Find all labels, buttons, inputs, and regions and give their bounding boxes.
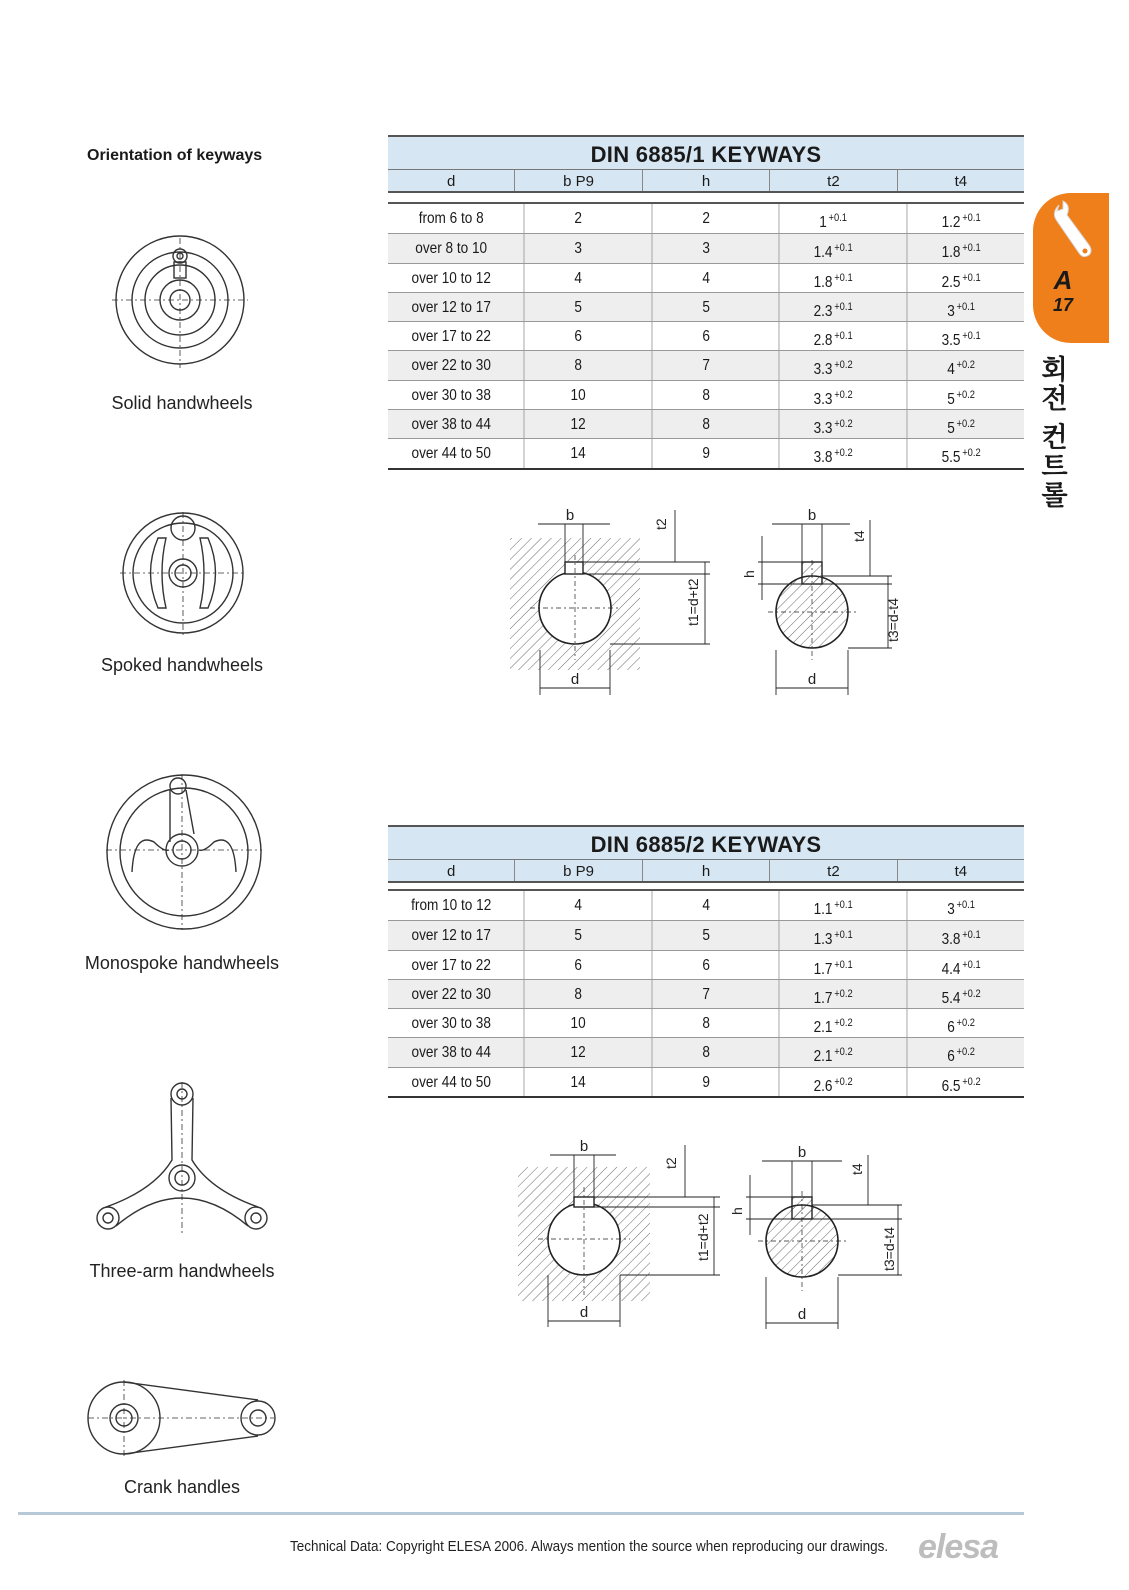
table-cell-t2: 1.7 $^{+0.2}$ <box>779 980 887 1008</box>
monospoke-handwheel-icon <box>104 772 264 932</box>
table-cell-t2: 1.8 $^{+0.1}$ <box>779 264 887 292</box>
monospoke-handwheels-label: Monospoke handwheels <box>84 953 280 973</box>
table-cell-d: over 44 to 50 <box>411 1073 491 1091</box>
table-body <box>388 202 1024 470</box>
table-cell-b: 4 <box>524 891 632 920</box>
table-cell-b: 14 <box>524 439 632 467</box>
dim-t4: t4 <box>849 1163 865 1175</box>
din-6885-2-table <box>388 825 1024 1098</box>
table-cell-t2: 3.3 $^{+0.2}$ <box>779 381 887 409</box>
table-cell-t2: 1.1 $^{+0.1}$ <box>779 891 887 920</box>
dim-t3: t3=d-t4 <box>881 1227 897 1271</box>
solid-handwheels-label: Solid handwheels <box>111 393 253 413</box>
table-cell-t4: 3 $^{+0.1}$ <box>906 293 1014 321</box>
dim-t1: t1=d+t2 <box>685 578 701 626</box>
table-cell-t2: 2.8 $^{+0.1}$ <box>779 322 887 350</box>
table-row <box>388 950 1024 979</box>
spoked-handwheel-icon <box>118 510 248 640</box>
table-cell-d: over 12 to 17 <box>411 298 491 316</box>
dim-b: b <box>565 507 575 524</box>
header-cell: b P9 <box>514 860 641 881</box>
table-cell-b: 2 <box>524 204 632 233</box>
table-cell-b: 5 <box>524 293 632 321</box>
table-cell-b: 10 <box>524 1009 632 1037</box>
header-cell: b P9 <box>514 170 641 191</box>
table-cell-t4: 3.8 $^{+0.1}$ <box>906 921 1014 949</box>
keyway-diagram-2 <box>510 1135 930 1335</box>
table-cell-b: 8 <box>524 980 632 1008</box>
table-row <box>388 204 1024 233</box>
table-cell-t2: 3.3 $^{+0.2}$ <box>779 410 887 438</box>
crank-handles-label: Crank handles <box>123 1477 241 1497</box>
table-cell-d: from 10 to 12 <box>411 897 492 914</box>
table-cell-t4: 6.5 $^{+0.2}$ <box>906 1068 1014 1096</box>
header-cell: d <box>447 863 456 880</box>
table-row <box>388 263 1024 292</box>
table-row <box>388 409 1024 438</box>
table-row <box>388 292 1024 321</box>
table-cell-b: 4 <box>524 264 632 292</box>
footer-divider <box>18 1512 1024 1515</box>
table-row <box>388 1067 1024 1096</box>
table-cell-h: 8 <box>651 1038 759 1066</box>
table-row <box>388 979 1024 1008</box>
dim-h: h <box>741 570 757 578</box>
three-arm-handwheels-label: Three-arm handwheels <box>89 1261 275 1281</box>
table-row <box>388 1008 1024 1037</box>
table-cell-d: over 38 to 44 <box>411 1044 491 1062</box>
table-cell-h: 8 <box>651 410 759 438</box>
header-cell: d <box>447 173 456 190</box>
table-cell-t4: 5 $^{+0.2}$ <box>906 410 1014 438</box>
table-cell-d: over 17 to 22 <box>411 328 491 346</box>
table-cell-d: over 30 to 38 <box>411 1015 491 1033</box>
table-cell-b: 10 <box>524 381 632 409</box>
table-cell-t2: 1.3 $^{+0.1}$ <box>779 921 887 949</box>
table-cell-b: 3 <box>524 234 632 262</box>
table-cell-t2: 2.6 $^{+0.2}$ <box>779 1068 887 1096</box>
solid-handwheel-icon <box>110 232 250 372</box>
table-cell-t2: 2.3 $^{+0.1}$ <box>779 293 887 321</box>
table-header <box>388 169 1024 193</box>
tab-number: 17 <box>1052 295 1074 315</box>
footer-copyright: Technical Data: Copyright ELESA 2006. Always mention the source when reproducing our drawings. <box>290 1538 889 1555</box>
dim-t2: t2 <box>663 1157 679 1169</box>
dim-d: d <box>570 671 580 688</box>
tab-letter: A <box>1053 265 1073 295</box>
spoked-handwheels-label: Spoked handwheels <box>100 655 264 675</box>
table-cell-d: over 38 to 44 <box>411 416 491 434</box>
header-cell: t4 <box>897 860 1024 881</box>
table-cell-h: 6 <box>651 322 759 350</box>
table-cell-b: 14 <box>524 1068 632 1096</box>
table-cell-t2: 1 $^{+0.1}$ <box>779 204 887 233</box>
table-cell-b: 12 <box>524 1038 632 1066</box>
table-cell-t4: 4.4 $^{+0.1}$ <box>906 951 1014 979</box>
header-cell: h <box>642 170 769 191</box>
dim-d2: d <box>807 671 817 688</box>
table-cell-t4: 2.5 $^{+0.1}$ <box>906 264 1014 292</box>
elesa-logo: elesa <box>918 1528 999 1566</box>
table-cell-h: 8 <box>651 1009 759 1037</box>
dim-b2: b <box>797 1144 807 1161</box>
table-cell-d: over 8 to 10 <box>415 240 488 258</box>
table-cell-t4: 5.5 $^{+0.2}$ <box>906 439 1014 467</box>
dim-t1: t1=d+t2 <box>695 1213 711 1261</box>
table-cell-t2: 1.4 $^{+0.1}$ <box>779 234 887 262</box>
dim-h: h <box>729 1207 745 1215</box>
table-cell-b: 6 <box>524 322 632 350</box>
table-cell-h: 3 <box>651 234 759 262</box>
table-cell-h: 5 <box>651 921 759 949</box>
table-title: DIN 6885/1 KEYWAYS <box>388 135 1024 169</box>
table-row <box>388 891 1024 920</box>
table-cell-b: 8 <box>524 351 632 379</box>
table-cell-h: 9 <box>651 1068 759 1096</box>
table-cell-t4: 5.4 $^{+0.2}$ <box>906 980 1014 1008</box>
dim-d2: d <box>797 1306 807 1323</box>
table-cell-h: 7 <box>651 351 759 379</box>
header-cell: h <box>642 860 769 881</box>
table-cell-t4: 1.2 $^{+0.1}$ <box>906 204 1014 233</box>
header-cell: t4 <box>897 170 1024 191</box>
table-cell-d: over 22 to 30 <box>411 357 491 375</box>
table-cell-t4: 6 $^{+0.2}$ <box>906 1009 1014 1037</box>
table-row <box>388 1037 1024 1066</box>
table-title: DIN 6885/2 KEYWAYS <box>388 825 1024 859</box>
dim-t2: t2 <box>653 518 669 530</box>
table-cell-d: over 17 to 22 <box>411 956 491 974</box>
table-cell-t2: 2.1 $^{+0.2}$ <box>779 1009 887 1037</box>
table-cell-t2: 3.3 $^{+0.2}$ <box>779 351 887 379</box>
table-cell-d: over 30 to 38 <box>411 386 491 404</box>
table-body <box>388 889 1024 1098</box>
table-cell-h: 4 <box>651 264 759 292</box>
table-cell-h: 6 <box>651 951 759 979</box>
section-title-vertical: 회전 컨트롤 <box>1037 355 1067 510</box>
dim-t3: t3=d-t4 <box>885 598 901 642</box>
table-header <box>388 859 1024 883</box>
table-cell-t4: 5 $^{+0.2}$ <box>906 381 1014 409</box>
table-cell-d: over 44 to 50 <box>411 445 491 463</box>
table-cell-t2: 1.7 $^{+0.1}$ <box>779 951 887 979</box>
section-tab[interactable] <box>1033 193 1109 343</box>
table-row <box>388 438 1024 467</box>
table-cell-t4: 6 $^{+0.2}$ <box>906 1038 1014 1066</box>
table-cell-t4: 1.8 $^{+0.1}$ <box>906 234 1014 262</box>
table-row <box>388 321 1024 350</box>
table-cell-h: 2 <box>651 204 759 233</box>
table-cell-b: 6 <box>524 951 632 979</box>
table-cell-d: over 10 to 12 <box>411 269 491 287</box>
table-cell-h: 8 <box>651 381 759 409</box>
header-cell: t2 <box>769 170 896 191</box>
section-heading: Orientation of keyways <box>87 147 263 164</box>
table-row <box>388 233 1024 262</box>
table-cell-b: 5 <box>524 921 632 949</box>
table-cell-t4: 3 $^{+0.1}$ <box>906 891 1014 920</box>
table-cell-t2: 2.1 $^{+0.2}$ <box>779 1038 887 1066</box>
table-cell-h: 5 <box>651 293 759 321</box>
three-arm-handwheel-icon <box>94 1080 270 1236</box>
table-row <box>388 350 1024 379</box>
table-cell-d: over 22 to 30 <box>411 985 491 1003</box>
table-cell-h: 9 <box>651 439 759 467</box>
keyway-diagram-1 <box>500 500 920 700</box>
table-cell-d: from 6 to 8 <box>418 210 484 227</box>
dim-d: d <box>579 1304 589 1321</box>
table-cell-d: over 12 to 17 <box>411 927 491 945</box>
dim-t4: t4 <box>851 530 867 542</box>
wrench-icon <box>1045 199 1095 263</box>
table-cell-t4: 3.5 $^{+0.1}$ <box>906 322 1014 350</box>
din-6885-1-table <box>388 135 1024 470</box>
dim-b: b <box>579 1138 589 1155</box>
dim-b2: b <box>807 507 817 524</box>
table-cell-t4: 4 $^{+0.2}$ <box>906 351 1014 379</box>
table-row <box>388 380 1024 409</box>
header-cell: t2 <box>769 860 896 881</box>
table-cell-t2: 3.8 $^{+0.2}$ <box>779 439 887 467</box>
table-cell-h: 4 <box>651 891 759 920</box>
table-cell-b: 12 <box>524 410 632 438</box>
table-cell-h: 7 <box>651 980 759 1008</box>
table-row <box>388 920 1024 949</box>
crank-handle-icon <box>86 1378 276 1458</box>
